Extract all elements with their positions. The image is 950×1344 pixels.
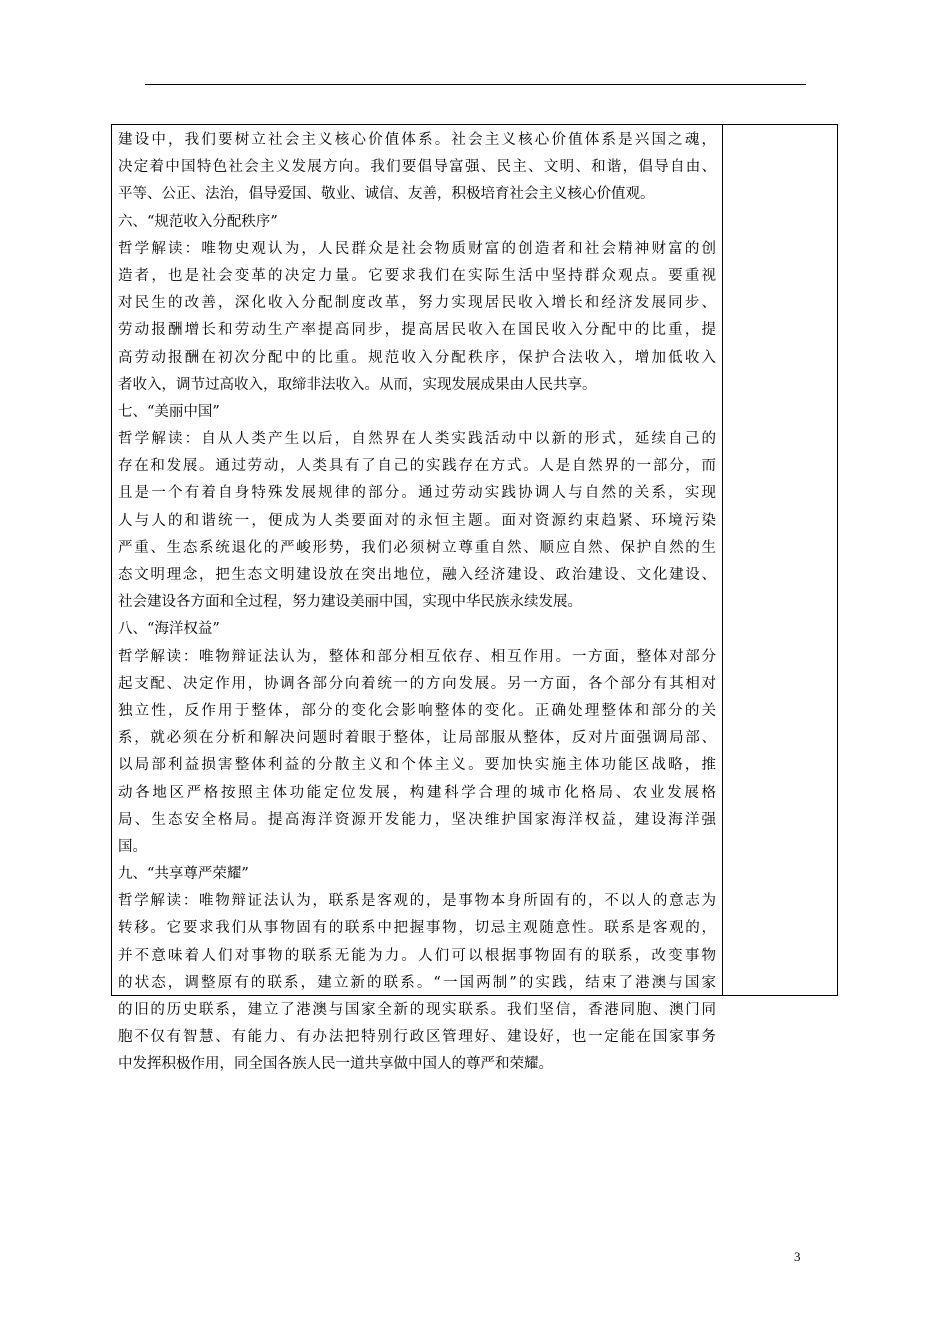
text-line: 平等、公正、法治，倡导爱国、敬业、诚信、友善，积极培育社会主义核心价值观。 — [118, 186, 655, 203]
header-rule — [145, 84, 806, 85]
text-line: 的旧的历史联系，建立了港澳与国家全新的现实联系。我们坚信，香港同胞、澳门同 — [118, 1002, 716, 1018]
text-line: 决定着中国特色社会主义发展方向。我们要倡导富强、民主、文明、和谐，倡导自由、 — [118, 159, 716, 176]
text-line: 对民生的改善，深化收入分配制度改革，努力实现居民收入增长和经济发展同步、 — [118, 295, 716, 312]
text-cell — [118, 127, 716, 1079]
column-divider — [722, 125, 723, 995]
text-line: 且是一个有着自身特殊发展规律的部分。通过劳动实践协调人与自然的关系，实现 — [118, 485, 716, 502]
text-line: 哲学解读：唯物辩证法认为，整体和部分相互依存、相互作用。一方面，整体对部分 — [118, 648, 716, 665]
text-line: 六、“规范收入分配秩序” — [118, 213, 278, 230]
text-line: 高劳动报酬在初次分配中的比重。规范收入分配秩序，保护合法收入，增加低收入 — [118, 349, 716, 366]
text-line: 八、“海洋权益” — [118, 621, 220, 638]
text-line: 并不意味着人们对事物的联系无能为力。人们可以根据事物固有的联系，改变事物 — [118, 947, 716, 964]
text-line: 九、“共享尊严荣耀” — [118, 866, 249, 883]
text-line: 造者，也是社会变革的决定力量。它要求我们在实际生活中坚持群众观点。要重视 — [118, 267, 716, 284]
text-line: 独立性，反作用于整体，部分的变化会影响整体的变化。正确处理整体和部分的关 — [118, 702, 716, 719]
text-line: 态文明理念，把生态文明建设放在突出地位，融入经济建设、政治建设、文化建设、 — [118, 567, 716, 583]
text-line: 哲学解读：自从人类产生以后，自然界在人类实践活动中以新的形式，延续自己的 — [118, 431, 716, 448]
text-line: 的状态，调整原有的联系，建立新的联系。“一国两制”的实践，结束了港澳与国家 — [118, 974, 716, 991]
text-line: 中发挥积极作用，同全国各族人民一道共享做中国人的尊严和荣耀。 — [118, 1056, 553, 1073]
text-line: 系，就必须在分析和解决问题时着眼于整体，让局部服从整体，反对片面强调局部、 — [118, 730, 716, 747]
text-line: 者收入，调节过高收入，取缔非法收入。从而，实现发展成果由人民共享。 — [118, 376, 597, 393]
text-line: 人与人的和谐统一，便成为人类要面对的永恒主题。面对资源约束趋紧、环境污染 — [118, 512, 716, 529]
text-line: 国。 — [118, 838, 147, 855]
page-number: 3 — [794, 1249, 801, 1264]
text-line: 严重、生态系统退化的严峻形势，我们必须树立尊重自然、顺应自然、保护自然的生 — [118, 539, 716, 556]
text-line: 转移。它要求我们从事物固有的联系中把握事物，切忌主观随意性。联系是客观的， — [118, 920, 716, 937]
text-line: 建设中，我们要树立社会主义核心价值体系。社会主义核心价值体系是兴国之魂， — [118, 132, 716, 148]
text-line: 哲学解读：唯物辩证法认为，联系是客观的，是事物本身所固有的，不以人的意志为 — [118, 893, 716, 910]
text-line: 哲学解读：唯物史观认为，人民群众是社会物质财富的创造者和社会精神财富的创 — [118, 240, 716, 257]
content-table — [111, 124, 838, 1073]
text-line: 局、生态安全格局。提高海洋资源开发能力，坚决维护国家海洋权益，建设海洋强 — [118, 811, 716, 828]
text-line: 劳动报酬增长和劳动生产率提高同步，提高居民收入在国民收入分配中的比重，提 — [118, 322, 716, 339]
text-line: 存在和发展。通过劳动，人类具有了自己的实践存在方式。人是自然界的一部分，而 — [118, 458, 716, 475]
text-line: 胞不仅有智慧、有能力、有办法把特别行政区管理好、建设好，也一定能在国家事务 — [118, 1029, 716, 1046]
text-line: 社会建设各方面和全过程，努力建设美丽中国，实现中华民族永续发展。 — [118, 594, 582, 611]
text-line: 以局部利益损害整体利益的分散主义和个体主义。要加快实施主体功能区战略，推 — [118, 757, 716, 774]
text-line: 起支配、决定作用，协调各部分向着统一的方向发展。另一方面，各个部分有其相对 — [118, 675, 716, 692]
text-line: 七、“美丽中国” — [118, 403, 220, 420]
text-line: 动各地区严格按照主体功能定位发展，构建科学合理的城市化格局、农业发展格 — [118, 784, 716, 801]
